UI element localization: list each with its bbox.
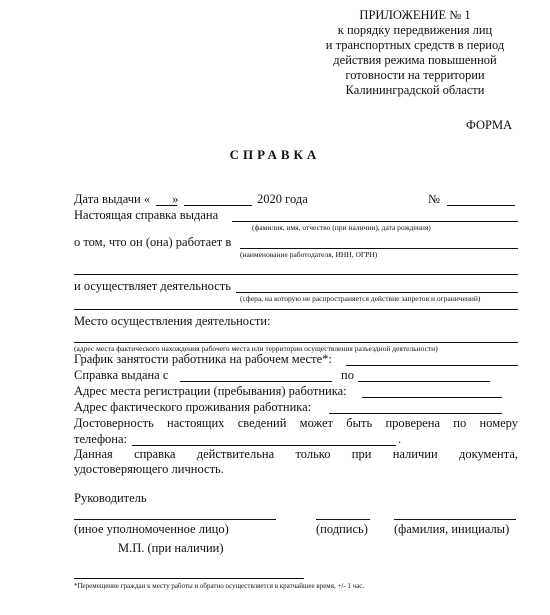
document-title: СПРАВКА	[229, 147, 321, 162]
activity-label: и осуществляет деятельность	[74, 279, 231, 293]
number-field[interactable]	[447, 205, 515, 206]
signature-field[interactable]	[316, 519, 370, 520]
head-name-field[interactable]	[74, 519, 276, 520]
appendix-line: ПРИЛОЖЕНИЕ № 1	[359, 8, 471, 22]
reg-address-field[interactable]	[362, 397, 502, 398]
head-label: Руководитель	[74, 491, 147, 505]
stamp-label: М.П. (при наличии)	[118, 541, 224, 555]
activity-field[interactable]	[236, 292, 518, 293]
schedule-label: График занятости работника на рабочем месте*:	[74, 352, 332, 366]
activity-hint: (сфера, на которую не распространяется действие запретов и ограничений)	[240, 294, 481, 303]
appendix-line: готовности на территории	[345, 68, 485, 82]
verify-phone-label: телефона:	[74, 432, 128, 446]
issue-month-field[interactable]	[184, 205, 252, 206]
works-at-field[interactable]	[240, 248, 518, 249]
place-label: Место осуществления деятельности:	[74, 314, 271, 328]
issued-to-hint: (фамилия, имя, отчество (при наличии), дата рождения)	[252, 223, 431, 232]
actual-address-field[interactable]	[329, 413, 502, 414]
actual-address-label: Адрес фактического проживания работника:	[74, 400, 312, 414]
works-at-label: о том, что он (она) работает в	[74, 235, 232, 249]
appendix-line: и транспортных средств в период	[325, 38, 505, 52]
issue-date-label: Дата выдачи « »	[74, 192, 179, 206]
schedule-field[interactable]	[346, 365, 518, 366]
appendix-header	[295, 8, 535, 98]
verify-phone-period: .	[398, 432, 402, 446]
issued-to-field[interactable]	[232, 221, 518, 222]
validity-text-continued: удостоверяющего личность.	[74, 462, 224, 476]
valid-to-label: по	[341, 368, 354, 382]
issue-year-label: 2020 года	[257, 192, 308, 206]
valid-from-field[interactable]	[180, 381, 332, 382]
form-label: ФОРМА	[466, 118, 513, 132]
appendix-line: действия режима повышенной	[333, 53, 497, 67]
works-at-field-continued[interactable]	[74, 274, 518, 275]
footnote: *Перемещение граждан к месту работы и обратно осуществляется в кратчайшее время, +/- 1 час.	[74, 582, 365, 590]
validity-text: Данная справка действительна только при наличии документа,	[74, 447, 518, 461]
verify-text: Достоверность настоящих сведений может быть проверена по номеру	[74, 416, 518, 430]
other-person-label: (иное уполномоченное лицо)	[74, 522, 229, 536]
appendix-line: к порядку передвижения лиц	[337, 23, 493, 37]
issued-to-label: Настоящая справка выдана	[74, 208, 219, 222]
issue-day-field[interactable]	[156, 205, 177, 206]
appendix-line: Калининградской области	[345, 83, 485, 97]
valid-to-field[interactable]	[358, 381, 490, 382]
reg-address-label: Адрес места регистрации (пребывания) работника:	[74, 384, 347, 398]
footnote-separator	[74, 578, 304, 579]
verify-phone-field[interactable]	[132, 445, 396, 446]
initials-field[interactable]	[394, 519, 516, 520]
initials-label: (фамилия, инициалы)	[394, 522, 510, 536]
works-at-hint: (наименование работодателя, ИНН, ОГРН)	[240, 250, 378, 259]
number-label: №	[428, 192, 440, 206]
activity-field-continued[interactable]	[74, 309, 518, 310]
valid-from-label: Справка выдана с	[74, 368, 169, 382]
signature-label: (подпись)	[316, 522, 368, 536]
place-field[interactable]	[74, 342, 518, 343]
place-hint: (адрес места фактического нахождения рабочего места или территории осуществления разъездной деятельности)	[74, 344, 438, 353]
